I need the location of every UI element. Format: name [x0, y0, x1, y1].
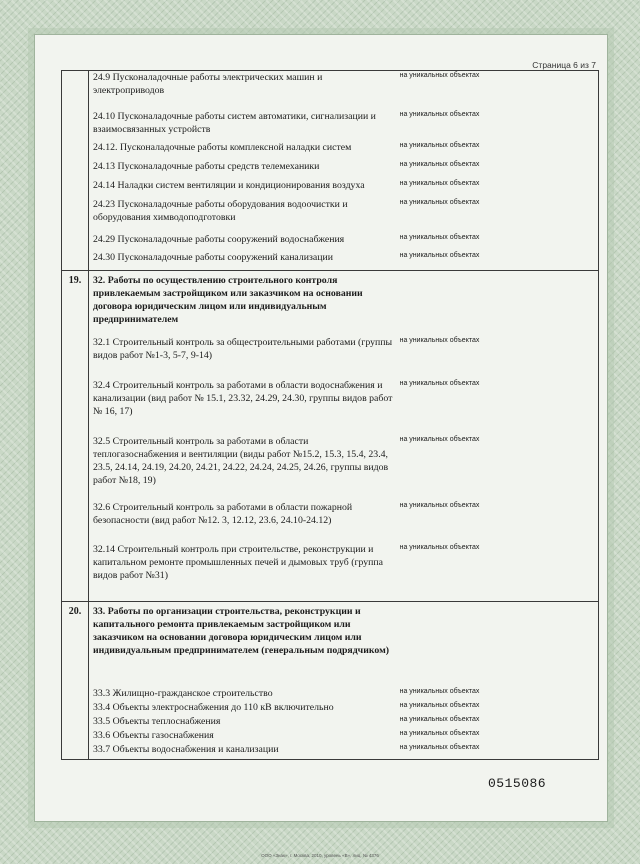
serial-number: 0515086	[488, 776, 547, 791]
list-item	[89, 543, 598, 597]
section-heading-row	[89, 602, 598, 687]
section-heading-row	[89, 271, 598, 336]
work-item: 24.10 Пусконаладочные работы систем автоматики, сигнализации и взаимосвязанных устройств	[93, 111, 376, 135]
scope-label: на уникальных объектах	[399, 436, 480, 443]
work-item: 24.9 Пусконаладочные работы электрических машин и электроприводов	[93, 72, 323, 96]
section-heading: 33. Работы по организации строительства, реконструкции и капитального ремонта привлекаемым застройщиком или заказчиком на основании договора юридическим лицом или индивидуальным предпринимателем (генеральным подрядчиком)	[93, 606, 390, 656]
work-item: 24.14 Наладки систем вентиляции и кондиционирования воздуха	[93, 180, 365, 191]
work-cell	[89, 71, 599, 271]
permit-table	[61, 70, 599, 760]
scope-label: на уникальных объектах	[399, 380, 480, 387]
scope-label: на уникальных объектах	[399, 544, 480, 551]
scope-label: на уникальных объектах	[399, 252, 480, 259]
work-item: 24.30 Пусконаладочные работы сооружений канализации	[93, 252, 333, 263]
scope-label: на уникальных объектах	[399, 180, 480, 187]
table-row	[62, 71, 599, 271]
list-item	[89, 379, 598, 435]
scope-label: на уникальных объектах	[399, 72, 480, 79]
page-number: Страница 6 из 7	[532, 60, 596, 70]
list-item	[89, 501, 598, 543]
work-item: 32.4 Строительный контроль за работами в области водоснабжения и канализации (вид работ № 15.1, 23.32, 24.29, 24.30, группы видов работ № 16, 17)	[93, 380, 393, 417]
scope-label: на уникальных объектах	[399, 234, 480, 241]
work-item: 24.29 Пусконаладочные работы сооружений водоснабжения	[93, 234, 345, 245]
work-item: 33.5 Объекты теплоснабжения	[93, 716, 221, 727]
work-item: 33.3 Жилищно-гражданское строительство	[93, 688, 273, 699]
table-row	[62, 271, 599, 602]
list-item	[89, 701, 598, 715]
scope-label: на уникальных объектах	[399, 702, 480, 709]
section-heading: 32. Работы по осуществлению строительного контроля привлекаемым застройщиком или заказчиком на основании договора юридическим лицом или индивидуальным предпринимателем	[93, 275, 363, 325]
work-item: 33.7 Объекты водоснабжения и канализации	[93, 744, 279, 755]
list-item	[89, 687, 598, 701]
scope-label: на уникальных объектах	[399, 730, 480, 737]
work-item: 33.4 Объекты электроснабжения до 110 кВ включительно	[93, 702, 334, 713]
scope-label: на уникальных объектах	[399, 688, 480, 695]
row-number: 20.	[62, 602, 89, 760]
list-item	[89, 233, 598, 251]
scope-label: на уникальных объектах	[399, 161, 480, 168]
list-item	[89, 141, 598, 160]
list-item	[89, 729, 598, 743]
scope-label: на уникальных объектах	[399, 111, 480, 118]
table-row	[62, 602, 599, 760]
scope-label: на уникальных объектах	[399, 716, 480, 723]
work-item: 24.23 Пусконаладочные работы оборудования водоочистки и оборудования химводоподготовки	[93, 199, 348, 223]
work-item: 24.13 Пусконаладочные работы средств телемеханики	[93, 161, 320, 172]
list-item	[89, 435, 598, 501]
scope-label: на уникальных объектах	[399, 199, 480, 206]
row-number: 19.	[62, 271, 89, 602]
work-item: 32.14 Строительный контроль при строительстве, реконструкции и капитальном ремонте промышленных печей и дымовых труб (группа видов работ №31)	[93, 544, 383, 581]
work-item: 24.12. Пусконаладочные работы комплексной наладки систем	[93, 142, 352, 153]
list-item	[89, 160, 598, 179]
list-item	[89, 715, 598, 729]
list-item	[89, 179, 598, 198]
list-item	[89, 251, 598, 269]
work-item: 32.1 Строительный контроль за общестроительными работами (группы видов работ №1-3, 5-7, 9-14)	[93, 337, 393, 361]
work-cell	[89, 602, 599, 760]
row-number	[62, 71, 89, 271]
list-item	[89, 743, 598, 759]
work-item: 32.5 Строительный контроль за работами в области теплогазоснабжения и вентиляции (виды работ №15.2, 15.3, 15.4, 23.4, 23.5, 24.14, 24.19, 24.20, 24.21, 24.22, 24.24, 24.25, 24.26, группы видов работ №18, 19)	[93, 436, 389, 486]
list-item	[89, 198, 598, 233]
list-item	[89, 110, 598, 141]
work-item: 33.6 Объекты газоснабжения	[93, 730, 214, 741]
work-item: 32.6 Строительный контроль за работами в области пожарной безопасности (вид работ №12. 3, 12.12, 23.6, 24.10-24.12)	[93, 502, 353, 526]
scope-label: на уникальных объектах	[399, 502, 480, 509]
list-item	[89, 336, 598, 379]
scope-label: на уникальных объектах	[399, 142, 480, 149]
list-item	[89, 71, 598, 110]
print-info: ООО «Знак», г. Москва, 2010, уровень «В», лиц. № 4376	[261, 853, 379, 858]
work-cell	[89, 271, 599, 602]
scope-label: на уникальных объектах	[399, 744, 480, 751]
scope-label: на уникальных объектах	[399, 337, 480, 344]
